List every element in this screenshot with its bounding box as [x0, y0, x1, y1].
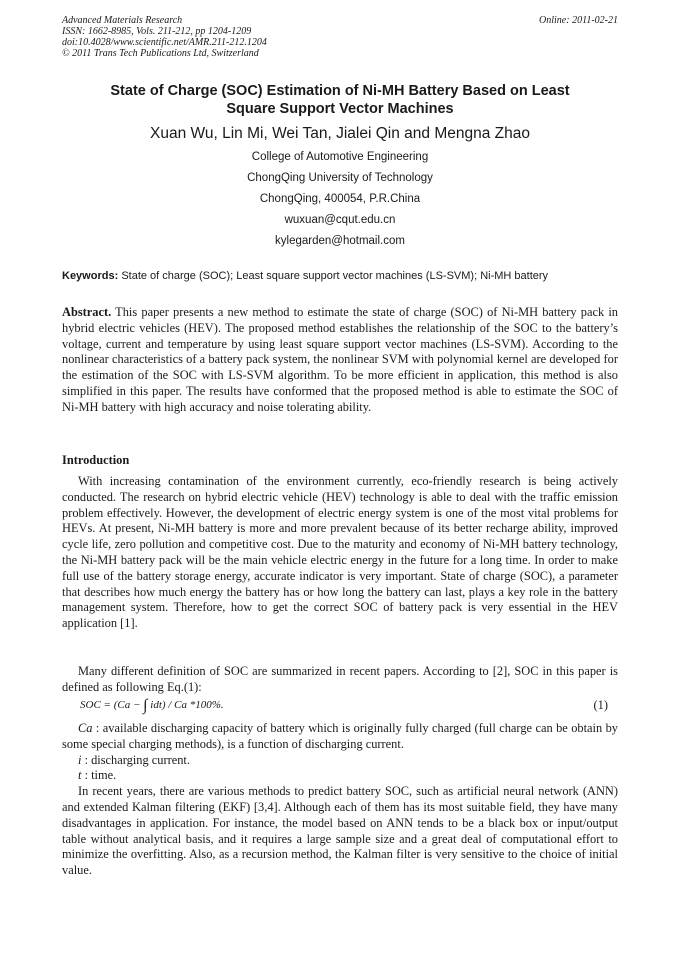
keywords-text: State of charge (SOC); Least square support vector machines (LS-SVM); Ni-MH battery	[121, 270, 549, 282]
abstract-label: Abstract.	[62, 305, 112, 319]
title-line-2: Square Support Vector Machines	[226, 101, 454, 117]
paragraph-text: Many different definition of SOC are summarized in recent papers. According to [2], SOC in this paper is defined as following Eq.(1):	[62, 664, 618, 694]
equation-1	[80, 696, 618, 715]
online-date: Online: 2011-02-21	[539, 15, 618, 26]
journal-name: Advanced Materials Research	[62, 15, 183, 26]
equation-lhs: SOC = (Ca −	[80, 699, 141, 711]
keywords	[62, 269, 618, 283]
definition-ca-text: : available discharging capacity of battery which is originally fully charged (full charge can be obtain by some special charging methods), is a function of discharging current.	[62, 721, 618, 751]
equation-number: (1)	[593, 698, 608, 712]
section-heading-introduction: Introduction	[62, 453, 130, 467]
paragraph-text: With increasing contamination of the environment currently, eco-friendly research is being actively conducted. The research on hybrid electric vehicle (HEV) technology is able to deal with the traffic emission problem effectively. However, the development of electric energy system is one of the most vital problems for HEVs. At present, Ni-MH battery is more and more prevalent because of its better recharge ability, improved cycle life, zero pollution and competitive cost. Due to the maturity and economy of Ni-MH battery technology, the Ni-MH battery pack will be the main vehicle electric energy in the future for a long time. In order to make full use of the battery storage energy, accurate indicator is very important. State of charge (SOC), a parameter that describes how much energy the battery has or how long the battery can last, plays a key role in the battery management system. Therefore, how to get the correct SOC of battery pack is very essential in the HEV application [1].	[62, 474, 618, 631]
affiliation-address: ChongQing, 400054, P.R.China	[259, 193, 421, 205]
variable-definitions	[62, 721, 618, 879]
issn-line: ISSN: 1662-8985, Vols. 211-212, pp 1204-1209	[62, 26, 252, 37]
definition-t-text: : time.	[84, 768, 117, 783]
symbol-ca: Ca	[78, 721, 93, 735]
author-list: Xuan Wu, Lin Mi, Wei Tan, Jialei Qin and Mengna Zhao	[150, 125, 530, 142]
keywords-label: Keywords:	[62, 270, 119, 282]
intro-paragraph-2	[62, 664, 618, 696]
definition-ca	[62, 721, 618, 753]
paper-title	[62, 82, 618, 118]
journal-header	[62, 15, 618, 59]
title-line-1: State of Charge (SOC) Estimation of Ni-MH Battery Based on Least	[110, 83, 570, 99]
author-email-2: kylegarden@hotmail.com	[275, 235, 405, 247]
symbol-i: i	[78, 752, 82, 767]
definition-i-text: : discharging current.	[84, 752, 190, 767]
affiliation-college: College of Automotive Engineering	[251, 151, 429, 163]
abstract	[62, 305, 618, 416]
abstract-text: This paper presents a new method to estimate the state of charge (SOC) of Ni-MH battery pack in hybrid electric vehicles (HEV). The proposed method establishes the relationship of the SOC to the battery’s voltage, current and temperature by using least square support vector machines (LS-SVM). According to the nonlinear characteristics of a battery pack system, the nonlinear SVM with polynomial kernel are developed for the estimation of the SOC with LS-SVM algorithm. To be more efficient in application, this method is also simplified in this paper. The results have conformed that the proposed method is able to estimate the SOC of Ni-MH battery with high accuracy and noise tolerating ability.	[62, 305, 618, 414]
equation-rhs: idt) / Ca *100%.	[150, 699, 224, 711]
copyright-line: © 2011 Trans Tech Publications Ltd, Switzerland	[62, 48, 259, 59]
intro-paragraph-3: In recent years, there are various methods to predict battery SOC, such as artificial neural network (ANN) and extended Kalman filtering (EKF) [3,4]. Although each of them has its most suitable field, they have many disadvantages in application. For instance, the model based on ANN tends to be a black box or input/output table without analytical basis, and it requires a large sample size and a great deal of computational effort to minimize the overfitting. Also, as a recursion method, the Kalman filter is very sensitive to the choice of initial value.	[62, 784, 618, 878]
integral-symbol: ∫	[143, 697, 148, 714]
definition-i	[62, 753, 618, 769]
affiliation-university: ChongQing University of Technology	[247, 172, 433, 184]
intro-paragraph-1	[62, 474, 618, 632]
symbol-t: t	[78, 768, 82, 783]
doi-line: doi:10.4028/www.scientific.net/AMR.211-212.1204	[62, 37, 267, 48]
definition-t	[62, 768, 618, 784]
author-email-1: wuxuan@cqut.edu.cn	[284, 214, 396, 226]
